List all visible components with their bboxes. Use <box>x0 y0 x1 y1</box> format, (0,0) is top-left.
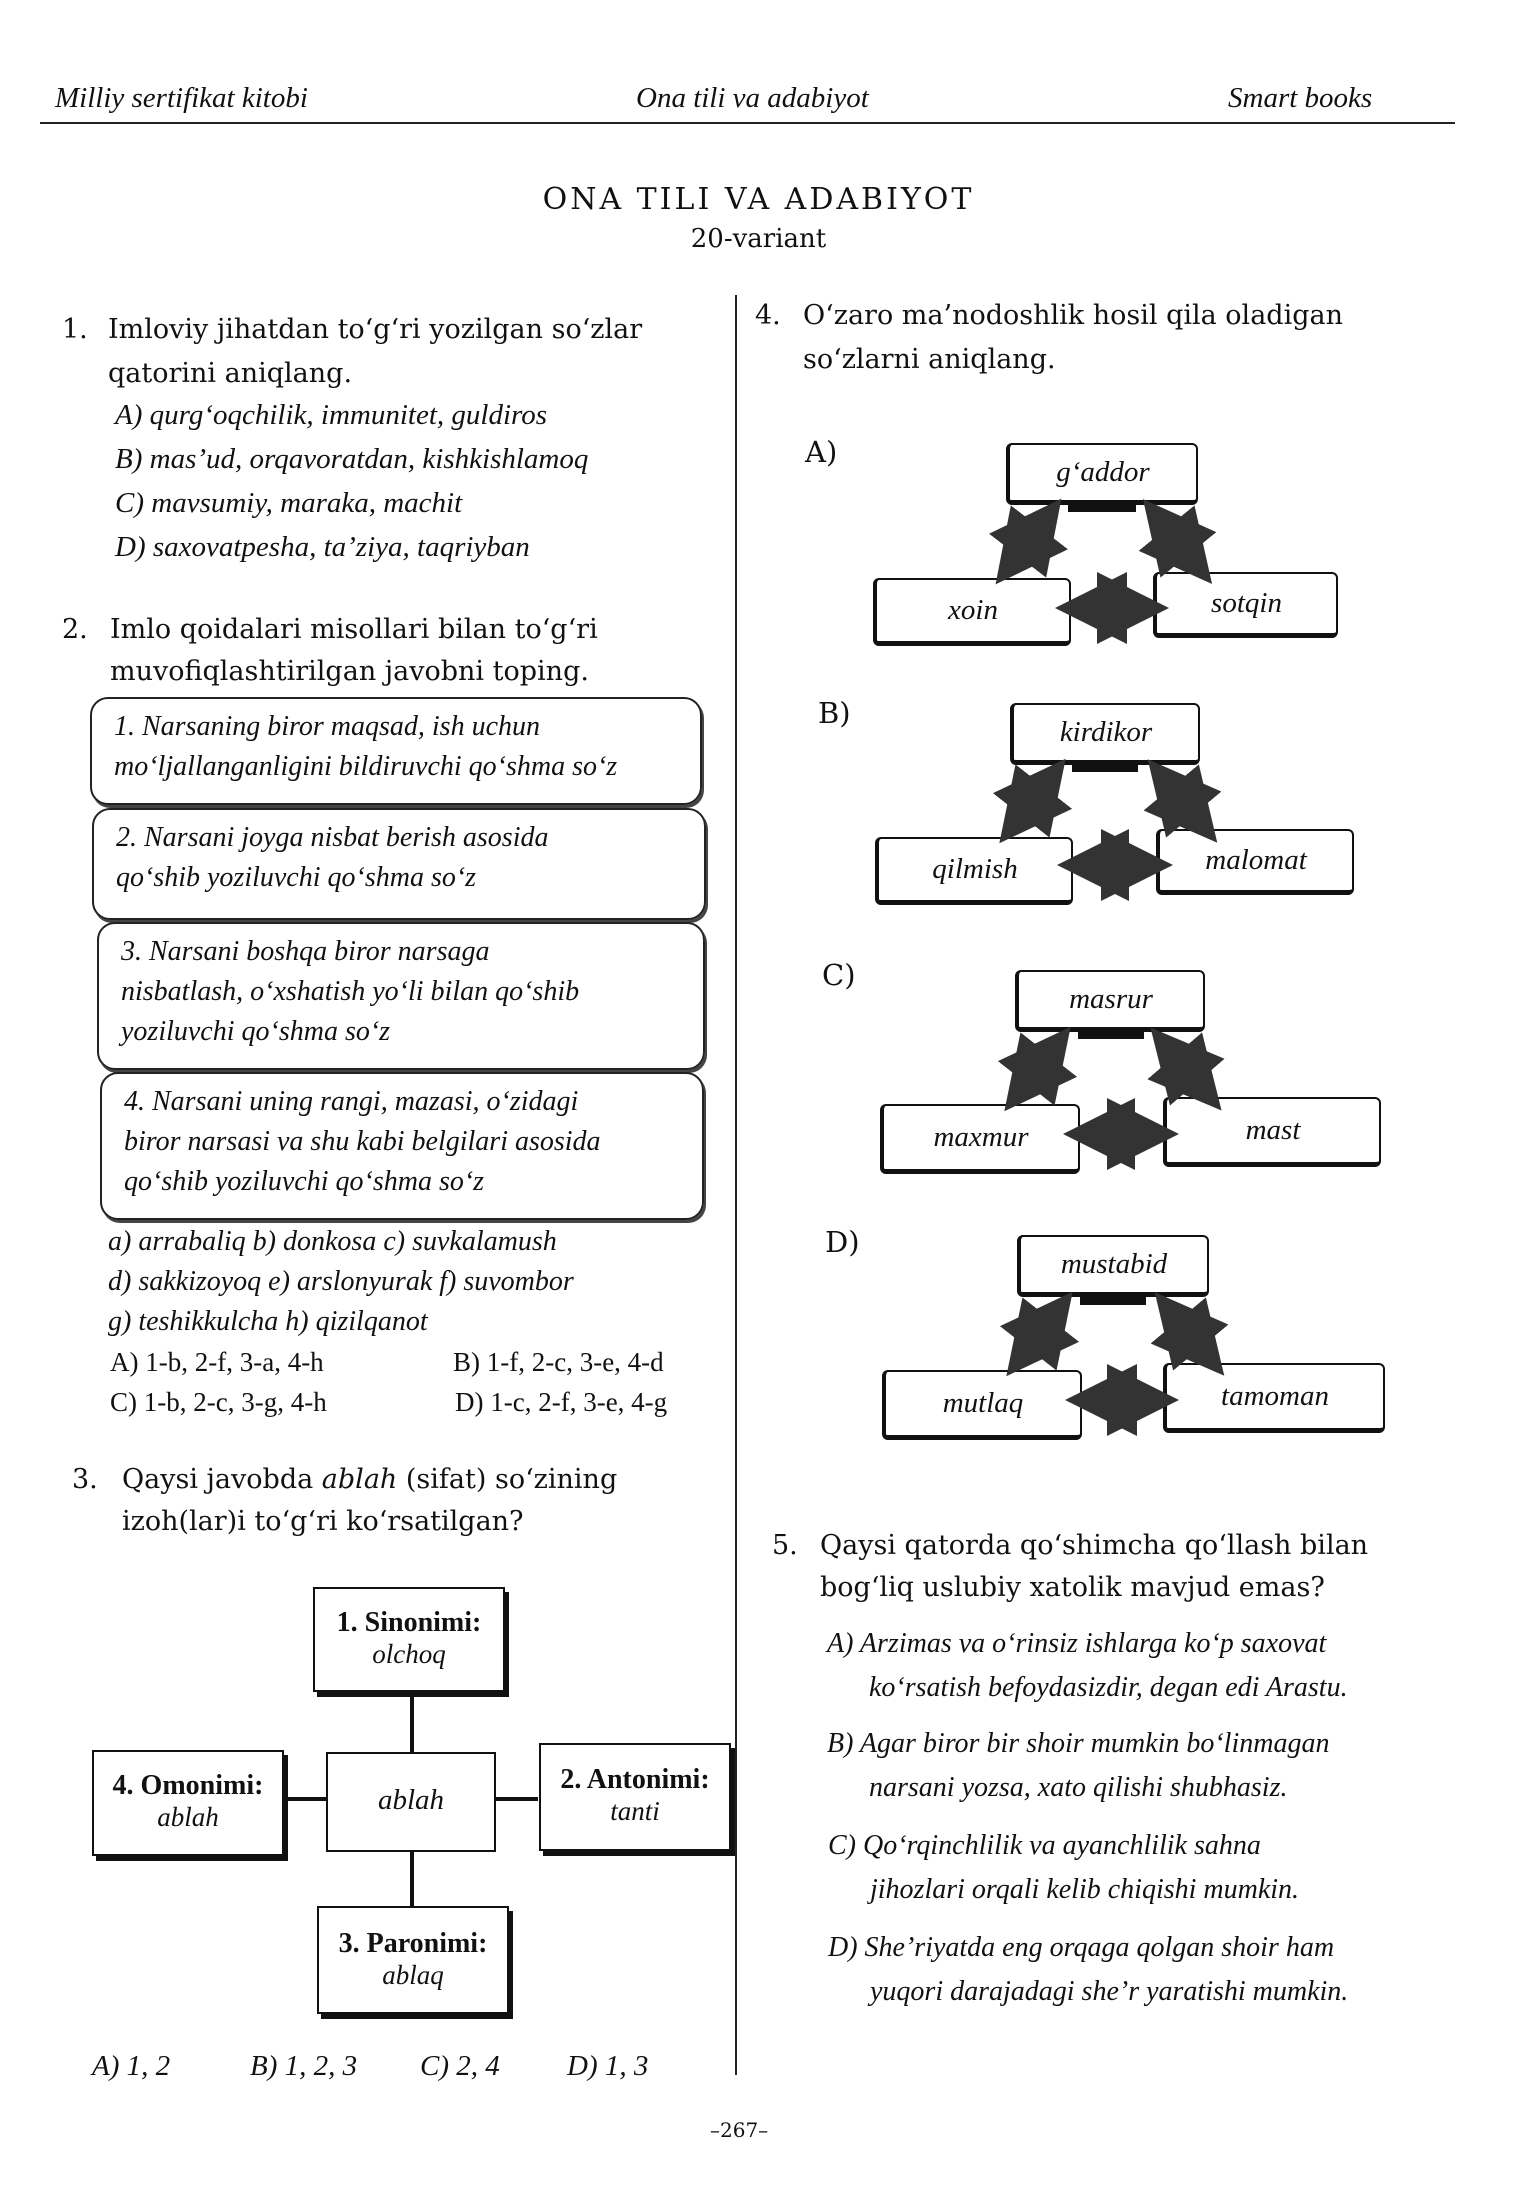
q4-b-right-word: malomat <box>1156 829 1354 895</box>
q1-number: 1. <box>62 314 88 345</box>
rule-2-line1: 2. Narsani joyga nisbat berish asosida <box>116 822 549 853</box>
q4-a-top-word: g‘addor <box>1006 443 1198 505</box>
antonym-title: 2. Antonimi: <box>560 1764 710 1795</box>
q3-option-a[interactable]: A) 1, 2 <box>92 2050 171 2082</box>
q2-option-d[interactable]: D) 1-c, 2-f, 3-e, 4-g <box>455 1387 668 1417</box>
homonym-word: ablah <box>157 1802 219 1832</box>
q1-option-d[interactable]: D) saxovatpesha, ta’ziya, taqriyban <box>115 531 530 563</box>
q3-text-part2: (sifat) so‘zining <box>397 1464 618 1495</box>
rule-4-line2: biror narsasi va shu kabi belgilari asosida <box>124 1126 601 1157</box>
arrow-c-right-icon <box>1168 1048 1204 1090</box>
variant-label: 20-variant <box>690 224 827 254</box>
synonym-word: olchoq <box>372 1639 446 1669</box>
q2-text-line1: Imlo qoidalari misollari bilan to‘g‘ri <box>110 614 598 645</box>
q5-option-d-line2: yuqori darajadagi she’r yaratishi mumkin. <box>870 1976 1349 2007</box>
q4-d-left-word: mutlaq <box>882 1370 1082 1440</box>
rule-1-line1: 1. Narsaning biror maqsad, ish uchun <box>114 711 541 742</box>
q2-words-line1: a) arrabaliq b) donkosa c) suvkalamush <box>108 1226 557 1257</box>
arrow-a-right-icon <box>1160 520 1195 563</box>
q4-b-top-word: kirdikor <box>1010 703 1200 765</box>
q5-option-c-line2: jihozlari orqali kelib chiqishi mumkin. <box>870 1874 1300 1905</box>
q5-option-c-line1: C) Qo‘rqinchlilik va ayanchlilik sahna <box>828 1830 1261 1861</box>
q2-option-b[interactable]: B) 1-f, 2-c, 3-e, 4-d <box>453 1347 664 1377</box>
q1-text-line1: Imloviy jihatdan to‘g‘ri yozilgan so‘zlar <box>108 314 643 345</box>
arrow-c-left-icon <box>1021 1048 1054 1090</box>
q3-number: 3. <box>72 1464 98 1495</box>
q3-text-line2: izoh(lar)i to‘g‘ri ko‘rsatilgan? <box>122 1506 524 1537</box>
q4-option-c-label[interactable]: C) <box>822 958 856 992</box>
paronym-word: ablaq <box>382 1960 444 1990</box>
q3-option-b[interactable]: B) 1, 2, 3 <box>250 2050 358 2082</box>
q5-option-d-line1: D) She’riyatda eng orqaga qolgan shoir ham <box>828 1932 1335 1963</box>
q5-option-b[interactable] <box>827 1722 1329 1810</box>
q4-a-right-word: sotqin <box>1153 572 1338 638</box>
q3-keyword: ablah <box>321 1464 398 1495</box>
q2-option-c[interactable]: C) 1-b, 2-c, 3-g, 4-h <box>110 1387 327 1417</box>
antonym-word: tanti <box>610 1796 660 1826</box>
q5-option-b-line1: B) Agar biror bir shoir mumkin bo‘linmagan <box>827 1728 1330 1759</box>
q5-option-a-line1: A) Arzimas va o‘rinsiz ishlarga ko‘p saxovat <box>827 1628 1327 1659</box>
q5-option-c[interactable] <box>828 1824 1299 1912</box>
q4-c-right-word: mast <box>1163 1097 1381 1167</box>
q5-option-a[interactable] <box>827 1622 1348 1710</box>
q1-option-b[interactable]: B) mas’ud, orqavoratdan, kishkishlamoq <box>115 443 589 475</box>
header-book-title: Milliy sertifikat kitobi <box>55 82 308 114</box>
paronym-title: 3. Paronimi: <box>338 1928 488 1959</box>
q3-option-d[interactable]: D) 1, 3 <box>567 2050 649 2082</box>
q4-text-line1: O‘zaro ma’nodoshlik hosil qila oladigan <box>803 300 1343 331</box>
page-number: –267– <box>710 2118 769 2142</box>
rule-4-line3: qo‘shib yoziluvchi qo‘shma so‘z <box>124 1166 485 1197</box>
page-title: ONA TILI VA ADABIYOT <box>542 182 975 217</box>
q4-option-a-label[interactable]: A) <box>805 435 838 469</box>
q5-option-d[interactable] <box>828 1926 1348 2014</box>
q2-words-line3: g) teshikkulcha h) qizilqanot <box>108 1306 428 1337</box>
q3-text-part1: Qaysi javobda <box>122 1464 322 1495</box>
q2-text-line2: muvofiqlashtirilgan javobni toping. <box>110 656 589 687</box>
rule-3-line2: nisbatlash, o‘xshatish yo‘li bilan qo‘shib <box>121 976 580 1007</box>
q1-option-c[interactable]: C) mavsumiy, maraka, machit <box>115 487 463 519</box>
arrow-d-right-icon <box>1172 1313 1207 1355</box>
q4-a-left-word: xoin <box>873 578 1071 646</box>
q5-option-a-line2: ko‘rsatish befoydasizdir, degan edi Arastu. <box>869 1672 1348 1703</box>
q2-option-a[interactable]: A) 1-b, 2-f, 3-a, 4-h <box>110 1347 324 1377</box>
rule-4-line1: 4. Narsani uning rangi, mazasi, o‘zidagi <box>124 1086 579 1117</box>
header-subject: Ona tili va adabiyot <box>636 82 869 114</box>
q5-option-b-line2: narsani yozsa, xato qilishi shubhasiz. <box>869 1772 1288 1803</box>
q1-text-line2: qatorini aniqlang. <box>108 358 353 389</box>
q2-words-line2: d) sakkizoyoq e) arslonyurak f) suvombor <box>108 1266 574 1297</box>
arrow-b-right-icon <box>1165 780 1200 822</box>
arrow-a-left-icon <box>1012 520 1045 563</box>
q4-c-left-word: maxmur <box>880 1104 1080 1174</box>
q4-d-top-word: mustabid <box>1017 1235 1209 1297</box>
q4-text-line2: so‘zlarni aniqlang. <box>803 344 1056 375</box>
header-publisher: Smart books <box>1228 82 1373 114</box>
q4-b-left-word: qilmish <box>875 837 1073 905</box>
q4-number: 4. <box>755 300 781 331</box>
q1-option-a[interactable]: A) qurg‘oqchilik, immunitet, guldiros <box>115 399 547 431</box>
rule-3-line3: yoziluvchi qo‘shma so‘z <box>121 1016 391 1047</box>
q4-d-right-word: tamoman <box>1163 1363 1385 1433</box>
q5-text-line2: bog‘liq uslubiy xatolik mavjud emas? <box>820 1572 1325 1603</box>
synonym-title: 1. Sinonimi: <box>336 1607 482 1638</box>
rule-2-line2: qo‘shib yoziluvchi qo‘shma so‘z <box>116 862 477 893</box>
q4-option-d-label[interactable]: D) <box>825 1225 860 1259</box>
center-word: ablah <box>377 1784 445 1816</box>
rule-3-line1: 3. Narsani boshqa biror narsaga <box>121 936 490 967</box>
homonym-title: 4. Omonimi: <box>112 1770 264 1801</box>
q5-number: 5. <box>772 1530 798 1561</box>
q5-text-line1: Qaysi qatorda qo‘shimcha qo‘llash bilan <box>820 1530 1369 1561</box>
q3-option-c[interactable]: C) 2, 4 <box>420 2050 500 2082</box>
rule-1-line2: mo‘ljallanganligini bildiruvchi qo‘shma so‘z <box>114 751 618 782</box>
arrow-b-left-icon <box>1016 780 1049 822</box>
q2-number: 2. <box>62 614 88 645</box>
q4-option-b-label[interactable]: B) <box>818 696 851 730</box>
arrow-d-left-icon <box>1023 1313 1056 1355</box>
q4-c-top-word: masrur <box>1015 970 1205 1032</box>
